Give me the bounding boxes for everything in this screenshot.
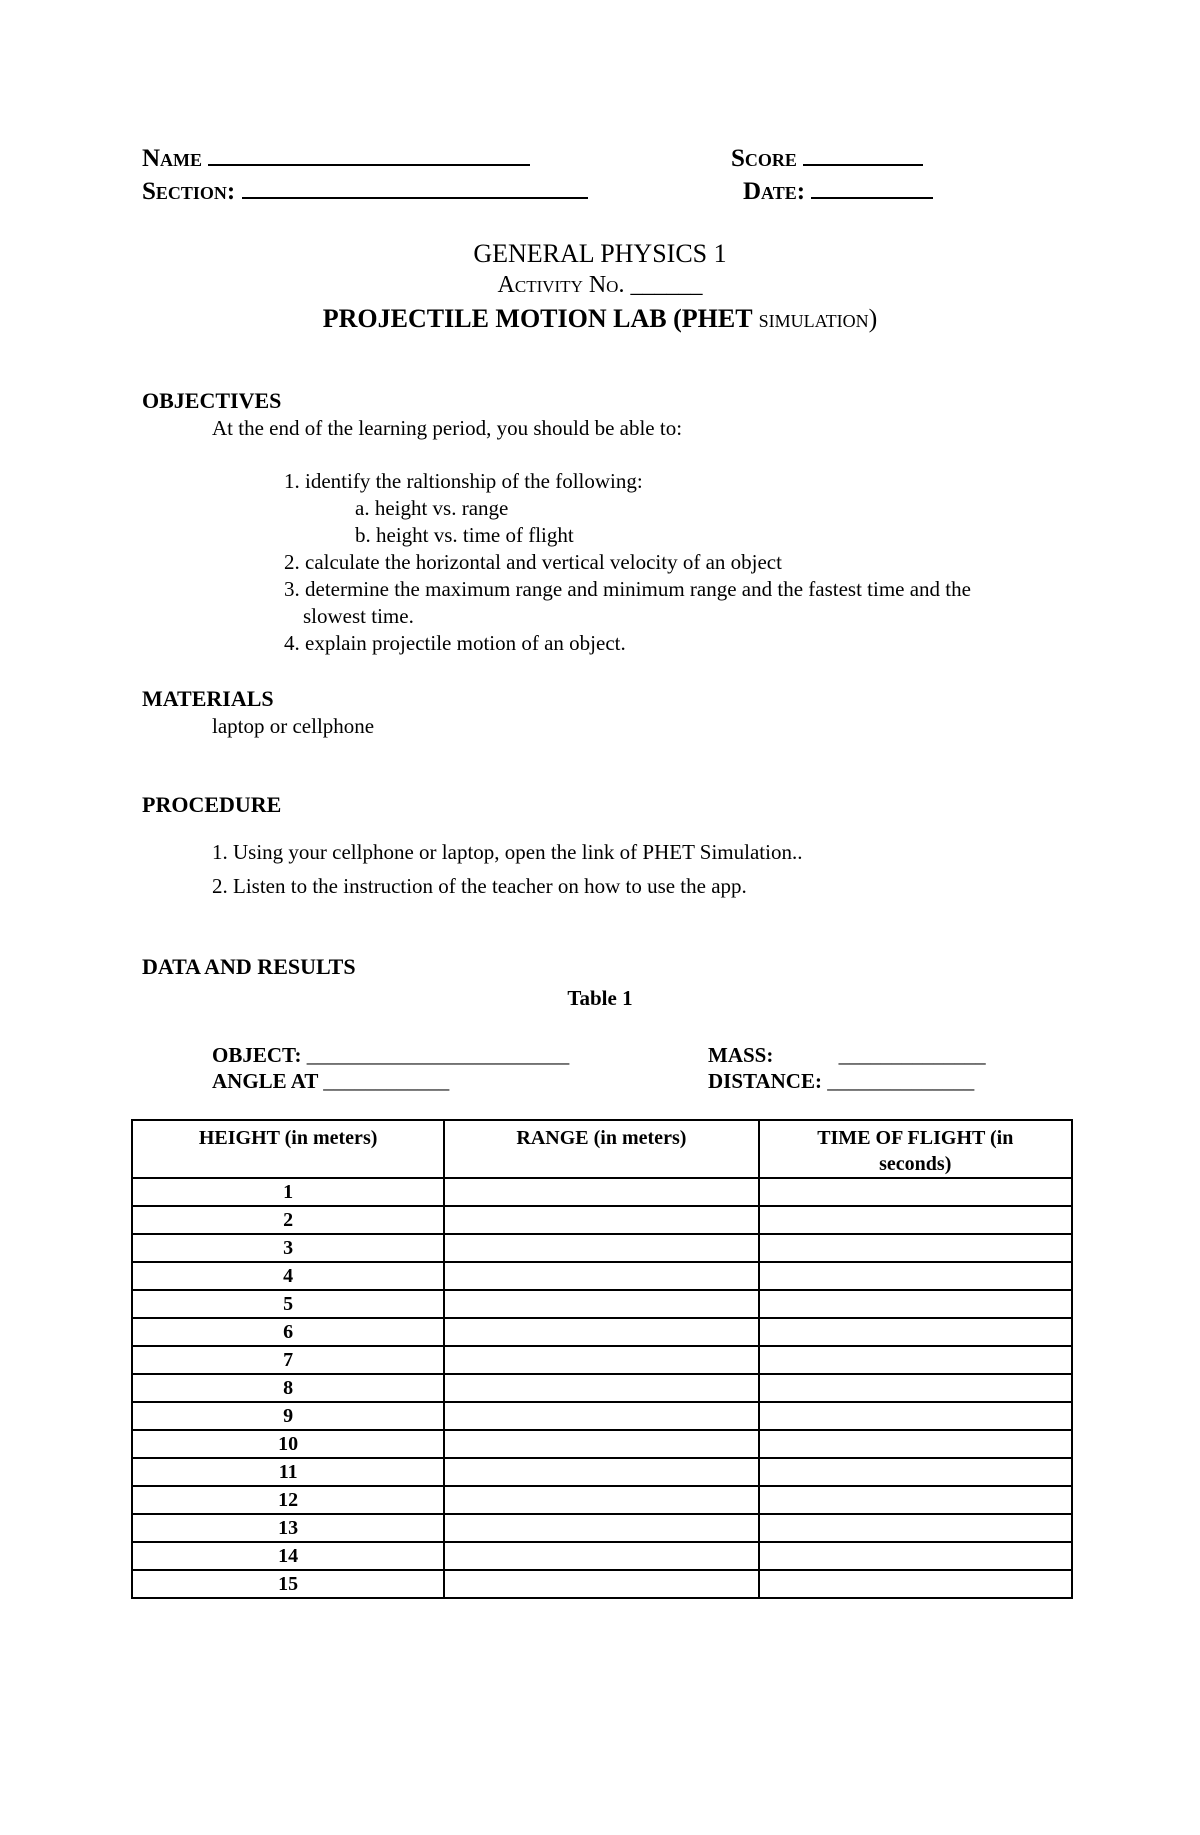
height-cell: 11: [132, 1458, 444, 1486]
objective-item-continued: slowest time.: [303, 604, 414, 628]
table-row: [132, 1234, 1072, 1262]
date-field[interactable]: [811, 177, 933, 199]
procedure-step: 2. Listen to the instruction of the teacher on how to use the app.: [212, 874, 747, 898]
table-row: [132, 1542, 1072, 1570]
course-title: GENERAL PHYSICS 1: [473, 239, 727, 268]
height-cell: 6: [132, 1318, 444, 1346]
height-cell: 12: [132, 1486, 444, 1514]
height-cell: 14: [132, 1542, 444, 1570]
height-cell: 8: [132, 1374, 444, 1402]
time-of-flight-cell[interactable]: [759, 1458, 1072, 1486]
time-of-flight-cell[interactable]: [759, 1570, 1072, 1598]
height-cell: 13: [132, 1514, 444, 1542]
time-of-flight-cell[interactable]: [759, 1374, 1072, 1402]
time-of-flight-cell[interactable]: [759, 1402, 1072, 1430]
range-cell[interactable]: [444, 1402, 758, 1430]
table-row: [132, 1206, 1072, 1234]
section-label: Section:: [142, 177, 588, 206]
time-of-flight-cell[interactable]: [759, 1234, 1072, 1262]
name-field[interactable]: [208, 144, 530, 166]
activity-number: Activity No. ______: [497, 272, 703, 298]
object-field[interactable]: OBJECT: _________________________: [212, 1043, 570, 1067]
range-cell[interactable]: [444, 1206, 758, 1234]
height-cell: 4: [132, 1262, 444, 1290]
time-of-flight-cell[interactable]: [759, 1290, 1072, 1318]
column-header-height: HEIGHT (in meters): [132, 1120, 444, 1178]
range-cell[interactable]: [444, 1290, 758, 1318]
objectives-intro: At the end of the learning period, you should be able to:: [212, 416, 683, 440]
table-header-row: [132, 1120, 1072, 1178]
height-cell: 7: [132, 1346, 444, 1374]
procedure-heading: PROCEDURE: [142, 792, 282, 817]
range-cell[interactable]: [444, 1262, 758, 1290]
angle-field[interactable]: ANGLE AT ____________: [212, 1069, 450, 1093]
table-row: [132, 1346, 1072, 1374]
score-field[interactable]: [803, 144, 923, 166]
table-row: [132, 1318, 1072, 1346]
objective-item: 2. calculate the horizontal and vertical velocity of an object: [284, 550, 782, 574]
objective-item: 4. explain projectile motion of an object.: [284, 631, 626, 655]
materials-heading: MATERIALS: [142, 686, 274, 711]
time-of-flight-cell[interactable]: [759, 1178, 1072, 1206]
range-cell[interactable]: [444, 1570, 758, 1598]
table-row: [132, 1178, 1072, 1206]
distance-field[interactable]: DISTANCE: ______________: [708, 1069, 975, 1093]
column-header-time: TIME OF FLIGHT (in seconds): [759, 1120, 1072, 1178]
range-cell[interactable]: [444, 1178, 758, 1206]
results-table: [131, 1119, 1073, 1599]
time-of-flight-cell[interactable]: [759, 1430, 1072, 1458]
name-label: Name: [142, 144, 530, 173]
mass-field[interactable]: MASS: ______________: [708, 1043, 986, 1067]
date-label: Date:: [743, 177, 933, 206]
column-header-range: RANGE (in meters): [444, 1120, 758, 1178]
range-cell[interactable]: [444, 1318, 758, 1346]
range-cell[interactable]: [444, 1486, 758, 1514]
materials-text: laptop or cellphone: [212, 714, 375, 738]
score-label: Score: [731, 144, 923, 173]
range-cell[interactable]: [444, 1514, 758, 1542]
range-cell[interactable]: [444, 1458, 758, 1486]
table-row: [132, 1402, 1072, 1430]
table-row: [132, 1570, 1072, 1598]
range-cell[interactable]: [444, 1234, 758, 1262]
time-of-flight-cell[interactable]: [759, 1514, 1072, 1542]
procedure-step: 1. Using your cellphone or laptop, open the link of PHET Simulation..: [212, 840, 803, 864]
height-cell: 15: [132, 1570, 444, 1598]
range-cell[interactable]: [444, 1374, 758, 1402]
height-cell: 3: [132, 1234, 444, 1262]
table-row: [132, 1262, 1072, 1290]
height-cell: 1: [132, 1178, 444, 1206]
table-row: [132, 1458, 1072, 1486]
range-cell[interactable]: [444, 1542, 758, 1570]
range-cell[interactable]: [444, 1430, 758, 1458]
section-field[interactable]: [242, 177, 588, 199]
table-row: [132, 1486, 1072, 1514]
objective-item: 1. identify the raltionship of the following:: [284, 469, 643, 493]
table-row: [132, 1514, 1072, 1542]
table-row: [132, 1374, 1072, 1402]
time-of-flight-cell[interactable]: [759, 1346, 1072, 1374]
time-of-flight-cell[interactable]: [759, 1262, 1072, 1290]
data-results-heading: DATA AND RESULTS: [142, 954, 356, 979]
objectives-heading: OBJECTIVES: [142, 388, 282, 413]
time-of-flight-cell[interactable]: [759, 1206, 1072, 1234]
lab-title: PROJECTILE MOTION LAB (PHET simulation): [322, 304, 878, 333]
time-of-flight-cell[interactable]: [759, 1542, 1072, 1570]
objective-subitem: b. height vs. time of flight: [355, 523, 574, 547]
table-caption: Table 1: [567, 986, 633, 1010]
height-cell: 10: [132, 1430, 444, 1458]
time-of-flight-cell[interactable]: [759, 1486, 1072, 1514]
height-cell: 5: [132, 1290, 444, 1318]
objective-subitem: a. height vs. range: [355, 496, 509, 520]
table-row: [132, 1290, 1072, 1318]
objective-item: 3. determine the maximum range and minimum range and the fastest time and the: [284, 577, 971, 601]
table-row: [132, 1430, 1072, 1458]
range-cell[interactable]: [444, 1346, 758, 1374]
time-of-flight-cell[interactable]: [759, 1318, 1072, 1346]
height-cell: 9: [132, 1402, 444, 1430]
height-cell: 2: [132, 1206, 444, 1234]
